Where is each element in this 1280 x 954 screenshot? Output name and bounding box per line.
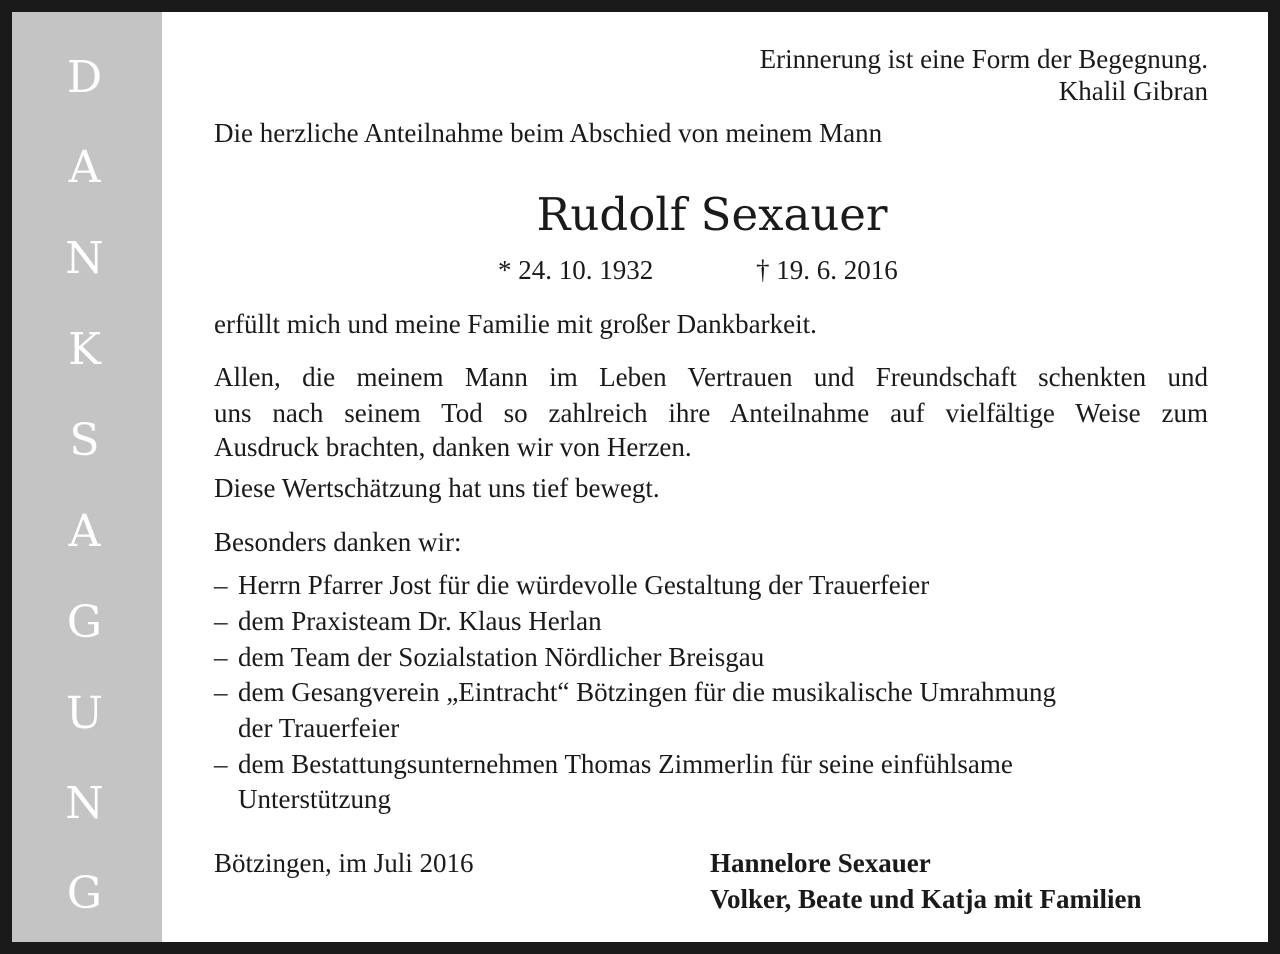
quote-author: Khalil Gibran: [1058, 76, 1208, 106]
deceased-name: Rudolf Sexauer: [536, 188, 888, 241]
sidebar-letter: D: [66, 52, 103, 103]
list-dash: –: [214, 749, 228, 779]
sidebar-letter: A: [68, 142, 101, 193]
sidebar-letter: G: [66, 597, 103, 648]
list-dash: –: [214, 677, 228, 707]
thanks-heading: Besonders danken wir:: [214, 527, 462, 557]
sidebar-letter: G: [66, 868, 103, 919]
sidebar-letter: U: [65, 688, 104, 739]
list-item-continued: Unterstützung: [238, 784, 391, 814]
place-date: Bötzingen, im Juli 2016: [214, 848, 474, 878]
signatory: Volker, Beate und Katja mit Familien: [710, 884, 1142, 914]
list-item: Herrn Pfarrer Jost für die würdevolle Gestaltung der Trauerfeier: [238, 570, 930, 600]
sidebar-letter: S: [69, 415, 100, 466]
birth-date: * 24. 10. 1932: [498, 255, 654, 285]
list-item-continued: der Trauerfeier: [238, 713, 400, 743]
paragraph-line: uns nach seinem Tod so zahlreich ihre Anteilnahme auf vielfältige Weise zum: [214, 398, 1208, 428]
obituary-card: [12, 12, 1268, 942]
appreciation-text: Diese Wertschätzung hat uns tief bewegt.: [214, 473, 660, 503]
sidebar-letter: K: [68, 324, 101, 375]
gratitude-text: erfüllt mich und meine Familie mit großer Dankbarkeit.: [214, 309, 817, 339]
sidebar-band: [12, 12, 162, 942]
list-item: dem Gesangverein „Eintracht“ Bötzingen für die musikalische Umrahmung: [238, 677, 1056, 707]
sidebar-letter: A: [68, 506, 101, 557]
quote-text: Erinnerung ist eine Form der Begegnung.: [759, 44, 1208, 74]
sidebar-letter: N: [65, 778, 104, 829]
sidebar-letter: N: [65, 233, 104, 284]
intro-text: Die herzliche Anteilnahme beim Abschied von meinem Mann: [214, 118, 883, 148]
list-dash: –: [214, 570, 228, 600]
list-dash: –: [214, 606, 228, 636]
death-date: † 19. 6. 2016: [756, 255, 898, 285]
list-dash: –: [214, 642, 228, 672]
list-item: dem Praxisteam Dr. Klaus Herlan: [238, 606, 602, 636]
list-item: dem Bestattungsunternehmen Thomas Zimmerlin für seine einfühlsame: [238, 749, 1013, 779]
list-item: dem Team der Sozialstation Nördlicher Breisgau: [238, 642, 765, 672]
paragraph-line: Ausdruck brachten, danken wir von Herzen.: [214, 432, 692, 462]
signatory: Hannelore Sexauer: [710, 848, 931, 878]
paragraph-line: Allen, die meinem Mann im Leben Vertrauen und Freundschaft schenkten und: [214, 362, 1208, 392]
